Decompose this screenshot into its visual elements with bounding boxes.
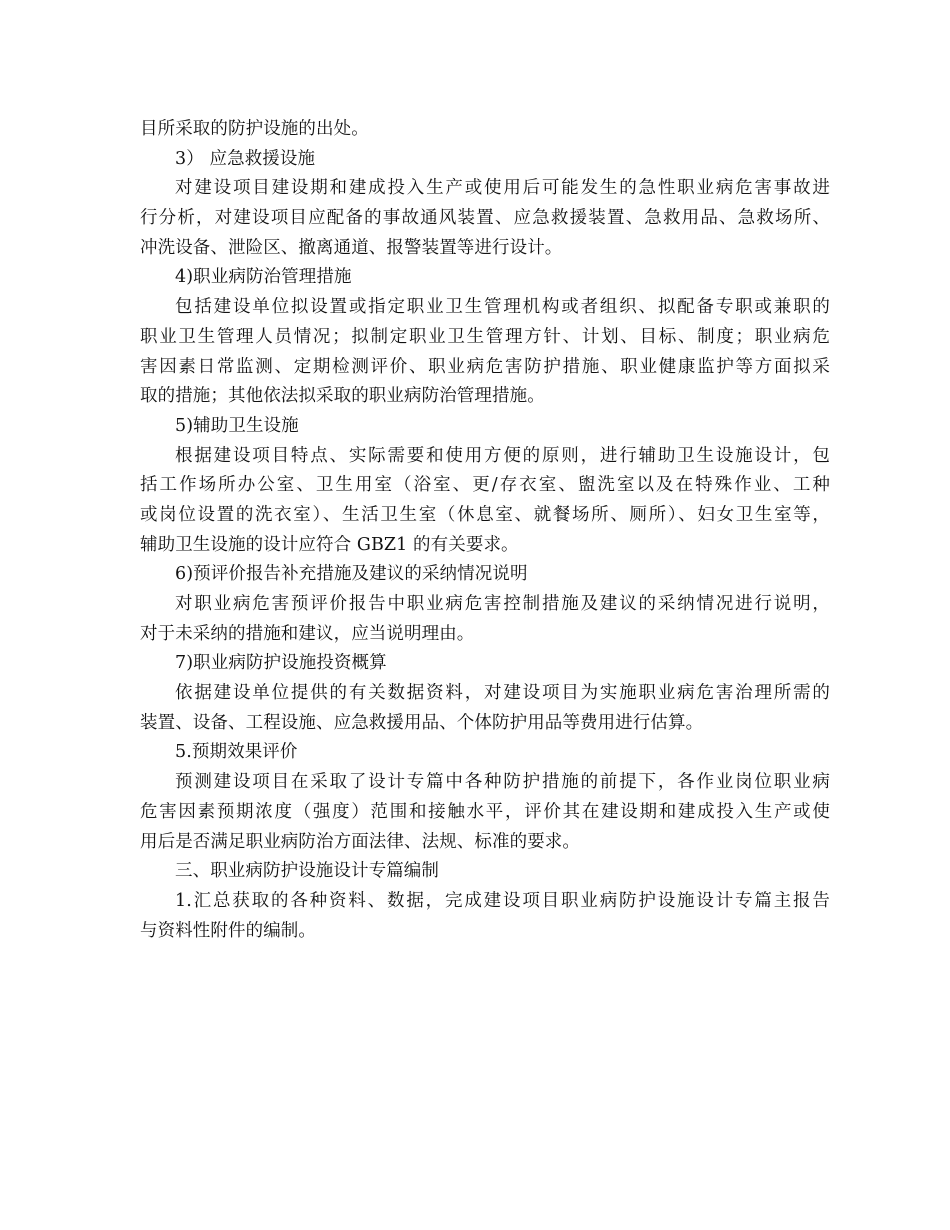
paragraph-line: 对于未采纳的措施和建议，应当说明理由。 [140, 623, 475, 644]
section-heading: 5.预期效果评价 [175, 742, 298, 763]
paragraph-line: 冲洗设备、泄险区、撤离通道、报警装置等进行设计。 [140, 237, 563, 258]
paragraph-line: 1.汇总获取的各种资料、数据，完成建设项目职业病防护设施设计专篇主报告 [175, 890, 830, 911]
subheading: 3） 应急救援设施 [175, 148, 316, 169]
paragraph-line: 预测建设项目在采取了设计专篇中各种防护措施的前提下，各作业岗位职业病 [175, 772, 830, 793]
paragraph-line: 或岗位设置的洗衣室）、生活卫生室（休息室、就餐场所、厕所）、妇女卫生室等， [140, 504, 830, 525]
paragraph-line: 害因素日常监测、定期检测评价、职业病危害防护措施、职业健康监护等方面拟采 [140, 356, 830, 377]
paragraph-line: 用后是否满足职业病防治方面法律、法规、标准的要求。 [140, 831, 580, 852]
paragraph-line: 根据建设项目特点、实际需要和使用方便的原则，进行辅助卫生设施设计，包 [175, 445, 830, 466]
paragraph-line: 取的措施；其他依法拟采取的职业病防治管理措施。 [140, 386, 545, 407]
subheading: 7)职业病防护设施投资概算 [175, 653, 387, 674]
paragraph-line: 对建设项目建设期和建成投入生产或使用后可能发生的急性职业病危害事故进 [175, 178, 830, 199]
chapter-heading: 三、职业病防护设施设计专篇编制 [175, 861, 439, 882]
subheading: 5)辅助卫生设施 [175, 415, 299, 436]
paragraph-line: 装置、设备、工程设施、应急救援用品、个体防护用品等费用进行估算。 [140, 712, 704, 733]
paragraph-line: 职业卫生管理人员情况；拟制定职业卫生管理方针、计划、目标、制度；职业病危 [140, 326, 830, 347]
subheading: 6)预评价报告补充措施及建议的采纳情况说明 [175, 564, 528, 585]
paragraph-line: 辅助卫生设施的设计应符合 GBZ1 的有关要求。 [140, 534, 519, 555]
subheading: 4)职业病防治管理措施 [175, 267, 352, 288]
paragraph-line: 依据建设单位提供的有关数据资料，对建设项目为实施职业病危害治理所需的 [175, 683, 830, 704]
paragraph-line: 对职业病危害预评价报告中职业病危害控制措施及建议的采纳情况进行说明， [175, 594, 830, 614]
paragraph-line: 危害因素预期浓度（强度）范围和接触水平，评价其在建设期和建成投入生产或使 [140, 801, 830, 822]
paragraph-line: 与资料性附件的编制。 [140, 920, 316, 941]
paragraph-line: 包括建设单位拟设置或指定职业卫生管理机构或者组织、拟配备专职或兼职的 [175, 297, 830, 318]
paragraph-line: 括工作场所办公室、卫生用室（浴室、更/存衣室、盥洗室以及在特殊作业、工种 [140, 475, 830, 496]
document-page [140, 115, 830, 946]
body-line: 目所采取的防护设施的出处。 [140, 119, 369, 139]
paragraph-line: 行分析，对建设项目应配备的事故通风装置、应急救援装置、急救用品、急救场所、 [140, 208, 830, 229]
